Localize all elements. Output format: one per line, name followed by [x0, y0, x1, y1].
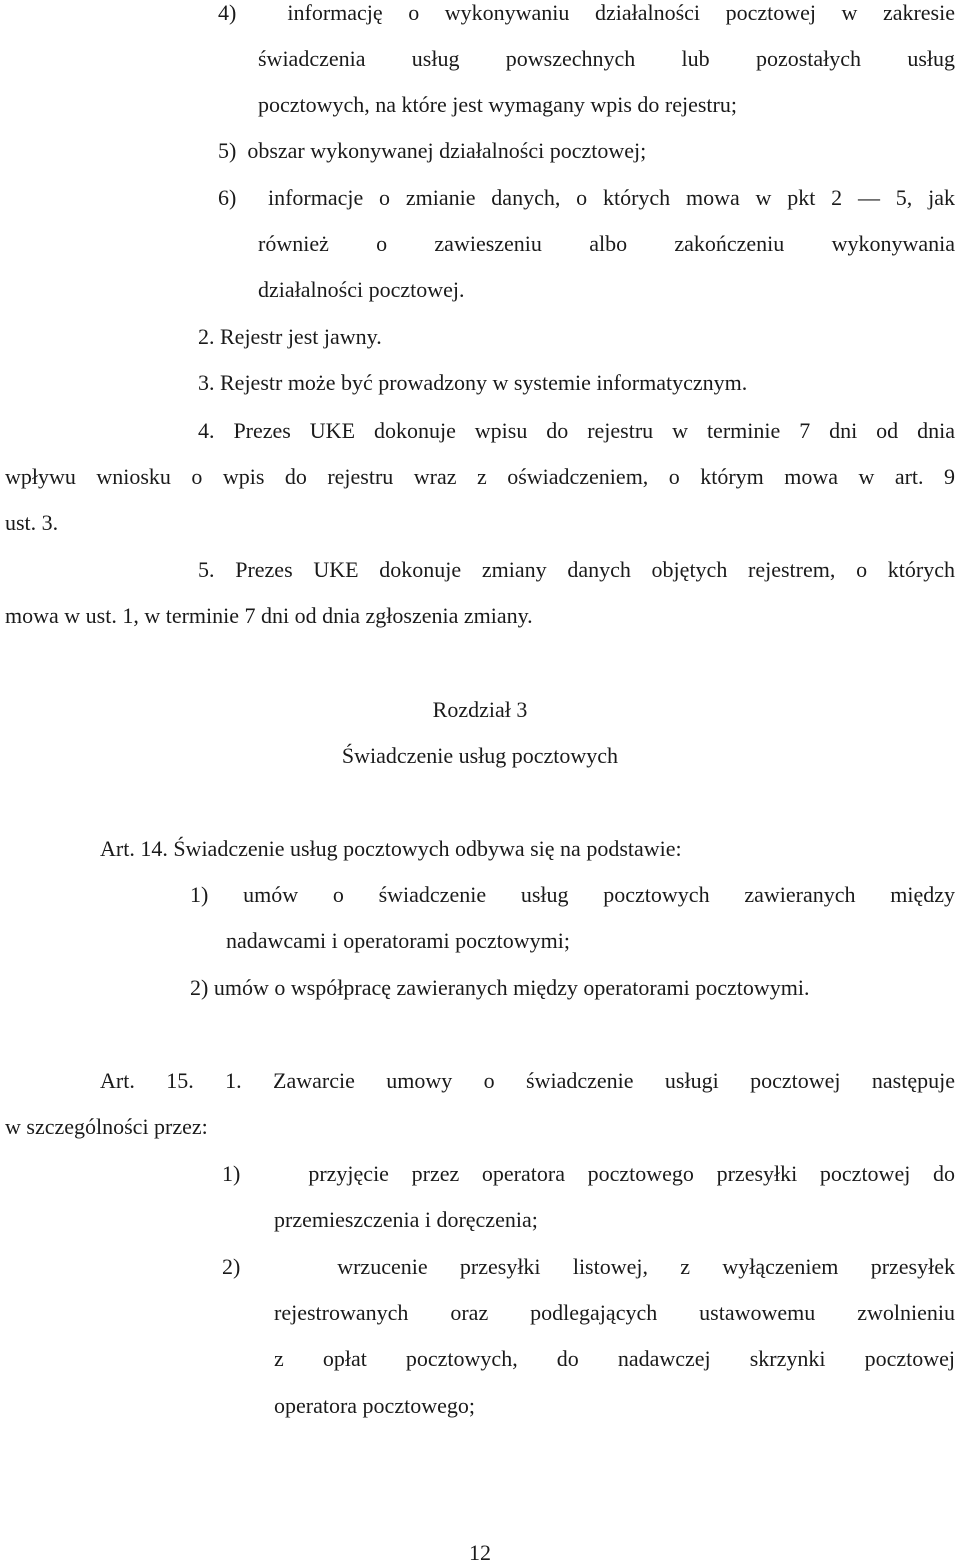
- chapter-number: Rozdział 3: [432, 697, 528, 722]
- text-line: 3. Rejestr może być prowadzony w systemie informatycznym.: [198, 370, 748, 395]
- text-line: 2) umów o współpracę zawieranych między operatorami pocztowymi.: [190, 975, 810, 1000]
- text-line: z opłat pocztowych, do nadawczej skrzynki pocztowej: [274, 1346, 955, 1371]
- text-line: działalności pocztowej.: [258, 277, 465, 302]
- text-line: 5) obszar wykonywanej działalności pocztowej;: [218, 138, 647, 163]
- text-line: 4) informację o wykonywaniu działalności pocztowej w zakresie: [218, 0, 955, 25]
- article-heading: Art. 14. Świadczenie usług pocztowych odbywa się na podstawie:: [100, 836, 682, 861]
- text-line: wpływu wniosku o wpis do rejestru wraz z oświadczeniem, o którym mowa w art. 9: [5, 464, 955, 489]
- text-line: również o zawieszeniu albo zakończeniu wykonywania: [258, 231, 955, 256]
- text-line: nadawcami i operatorami pocztowymi;: [226, 928, 570, 953]
- text-line: ust. 3.: [5, 510, 59, 535]
- text-line: mowa w ust. 1, w terminie 7 dni od dnia zgłoszenia zmiany.: [5, 603, 533, 628]
- text-line: 5. Prezes UKE dokonuje zmiany danych objętych rejestrem, o których: [198, 557, 955, 582]
- text-line: 2) wrzucenie przesyłki listowej, z wyłączeniem przesyłek: [222, 1254, 955, 1279]
- text-line: operatora pocztowego;: [274, 1393, 475, 1418]
- text-line: 4. Prezes UKE dokonuje wpisu do rejestru w terminie 7 dni od dnia: [198, 418, 955, 443]
- text-line: 2. Rejestr jest jawny.: [198, 324, 382, 349]
- text-line: pocztowych, na które jest wymagany wpis do rejestru;: [258, 92, 737, 117]
- text-line: 1) umów o świadczenie usług pocztowych zawieranych między: [190, 882, 955, 907]
- text-line: w szczególności przez:: [5, 1114, 208, 1139]
- text-line: rejestrowanych oraz podlegających ustawowemu zwolnieniu: [274, 1300, 955, 1325]
- text-line: przemieszczenia i doręczenia;: [274, 1207, 538, 1232]
- text-line: 6) informacje o zmianie danych, o których mowa w pkt 2 ― 5, jak: [218, 185, 955, 210]
- page-number: 12: [469, 1540, 491, 1565]
- article-heading: Art. 15. 1. Zawarcie umowy o świadczenie usługi pocztowej następuje: [100, 1068, 955, 1093]
- chapter-title: Świadczenie usług pocztowych: [341, 743, 619, 768]
- text-line: świadczenia usług powszechnych lub pozostałych usług: [258, 46, 955, 71]
- text-line: 1) przyjęcie przez operatora pocztowego przesyłki pocztowej do: [222, 1161, 955, 1186]
